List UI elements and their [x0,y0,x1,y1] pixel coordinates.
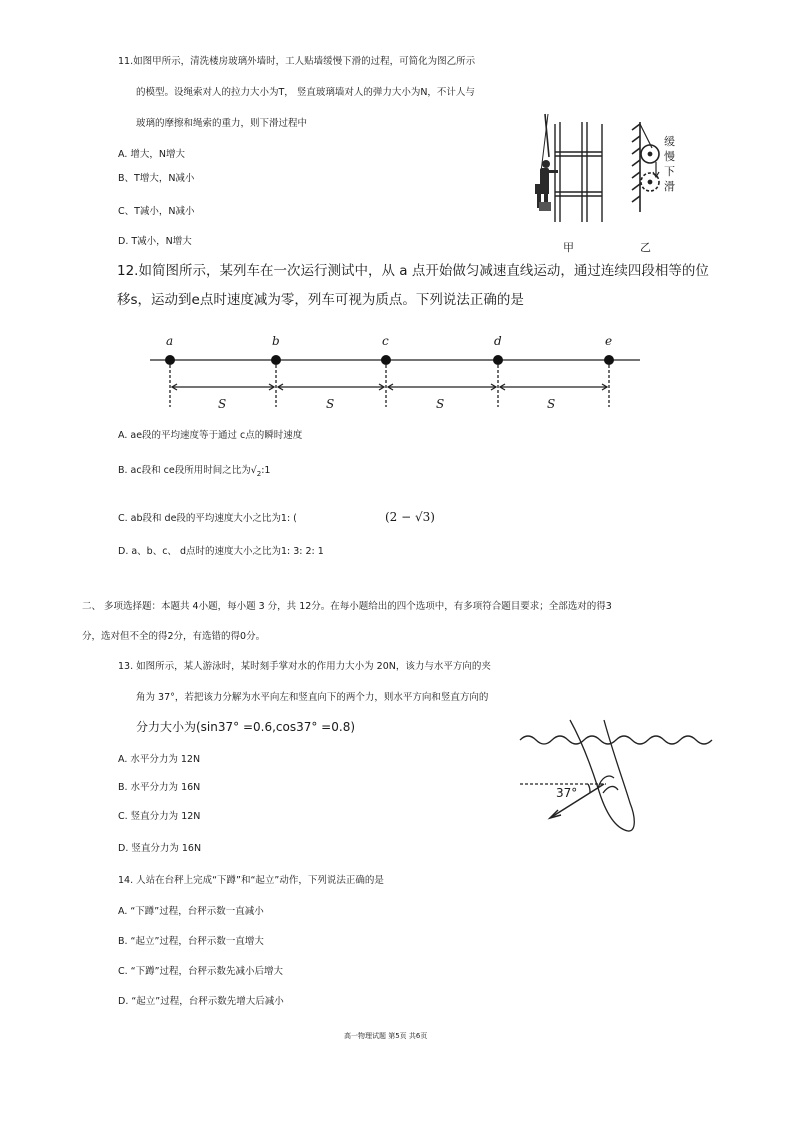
q13-option-a: A. 水平分力为 12N [118,754,201,765]
q13-angle-label: 37° [556,786,578,800]
q11-fig-vtext-1: 缓 [664,135,675,148]
q12-segment-3: S [436,397,445,411]
q12-option-c-expr: (2 − √3) [385,510,435,524]
q12-option-d: D. a、b、c、 d点时的速度大小之比为1: 3: 2: 1 [118,546,324,557]
q12-point-a: a [166,334,174,348]
q11-fig-vtext-2: 慢 [664,150,675,163]
q12-point-c: c [382,334,389,348]
q12-stem-line2: 移s，运动到e点时速度减为零，列车可视为质点。下列说法正确的是 [117,292,524,308]
q12-point-d: d [494,334,502,348]
q11-option-a: A. 增大，N增大 [118,149,185,160]
q12-option-c: C. ab段和 de段的平均速度大小之比为1: ( [118,513,297,524]
q11-fig-vtext-4: 滑 [664,180,675,193]
q11-fig-label-jia: 甲 [563,241,574,254]
q11-fig-label-yi: 乙 [640,241,651,254]
q13-stem-line3: 分力大小为(sin37° =0.6,cos37° =0.8) [136,720,356,734]
q12-option-b-tail: :1 [261,465,271,476]
q12-option-b-text: B. ac段和 ce段所用时间之比为 [118,465,251,476]
q11-option-d: D. T减小，N增大 [118,236,192,247]
q12-stem-line1: 12.如简图所示，某列车在一次运行测试中，从 a 点开始做匀减速直线运动，通过连续四段相等的位 [117,263,709,279]
section2-heading-line2: 分，选对但不全的得2分，有选错的得0分。 [82,631,266,642]
q13-option-c: C. 竖直分力为 12N [118,811,201,822]
q12-point-e: e [605,334,613,348]
q13-option-b: B. 水平分力为 16N [118,782,201,793]
q12-option-b-sub: 2 [256,469,262,478]
q14-option-a: A. “下蹲”过程，台秤示数一直减小 [118,906,264,917]
q13-swimmer-hand-diagram [518,718,713,836]
q12-segment-1: S [218,397,227,411]
q11-stem-line1: 11.如图甲所示，清洗楼房玻璃外墙时，工人贴墙缓慢下滑的过程，可简化为图乙所示 [118,56,476,67]
q14-option-b: B. “起立”过程，台秤示数一直增大 [118,936,264,947]
q12-segment-4: S [547,397,556,411]
q14-option-c: C. “下蹲”过程，台秤示数先减小后增大 [118,966,284,977]
q12-point-b: b [272,334,280,348]
q13-stem-line1: 13. 如图所示，某人游泳时，某时刻手掌对水的作用力大小为 20N，该力与水平方向的夹 [118,661,491,672]
q12-option-b [118,465,270,480]
section2-heading-line1: 二、 多项选择题：本题共 4小题，每小题 3 分，共 12分。在每小题给出的四个选项中，有多项符合题目要求；全部选对的得3 [82,601,612,612]
q11-figure-yi [628,120,688,215]
q13-stem-line2: 角为 37°，若把该力分解为水平向左和竖直向下的两个力，则水平方向和竖直方向的 [136,692,489,703]
q11-stem-line3: 玻璃的摩擦和绳索的重力，则下滑过程中 [136,118,308,129]
page-footer: 高一物理试题 第5页 共6页 [344,1032,428,1040]
q12-option-a: A. ae段的平均速度等于通过 c点的瞬时速度 [118,430,303,441]
q14-option-d: D. “起立”过程，台秤示数先增大后减小 [118,996,284,1007]
q11-fig-vtext-3: 下 [664,165,675,178]
q13-option-d: D. 竖直分力为 16N [118,843,202,854]
q12-segment-2: S [326,397,335,411]
q14-stem: 14. 人站在台秤上完成“下蹲”和“起立”动作，下列说法正确的是 [118,875,384,886]
q11-option-b: B、T增大，N减小 [118,173,195,184]
q11-figure-jia [527,112,607,227]
q11-stem-line2: 的模型。设绳索对人的拉力大小为T， 竖直玻璃墙对人的弹力大小为N，不计人与 [136,87,475,98]
q11-option-c: C、T减小，N减小 [118,206,195,217]
q12-option-b-sqrt: √ [250,465,257,476]
